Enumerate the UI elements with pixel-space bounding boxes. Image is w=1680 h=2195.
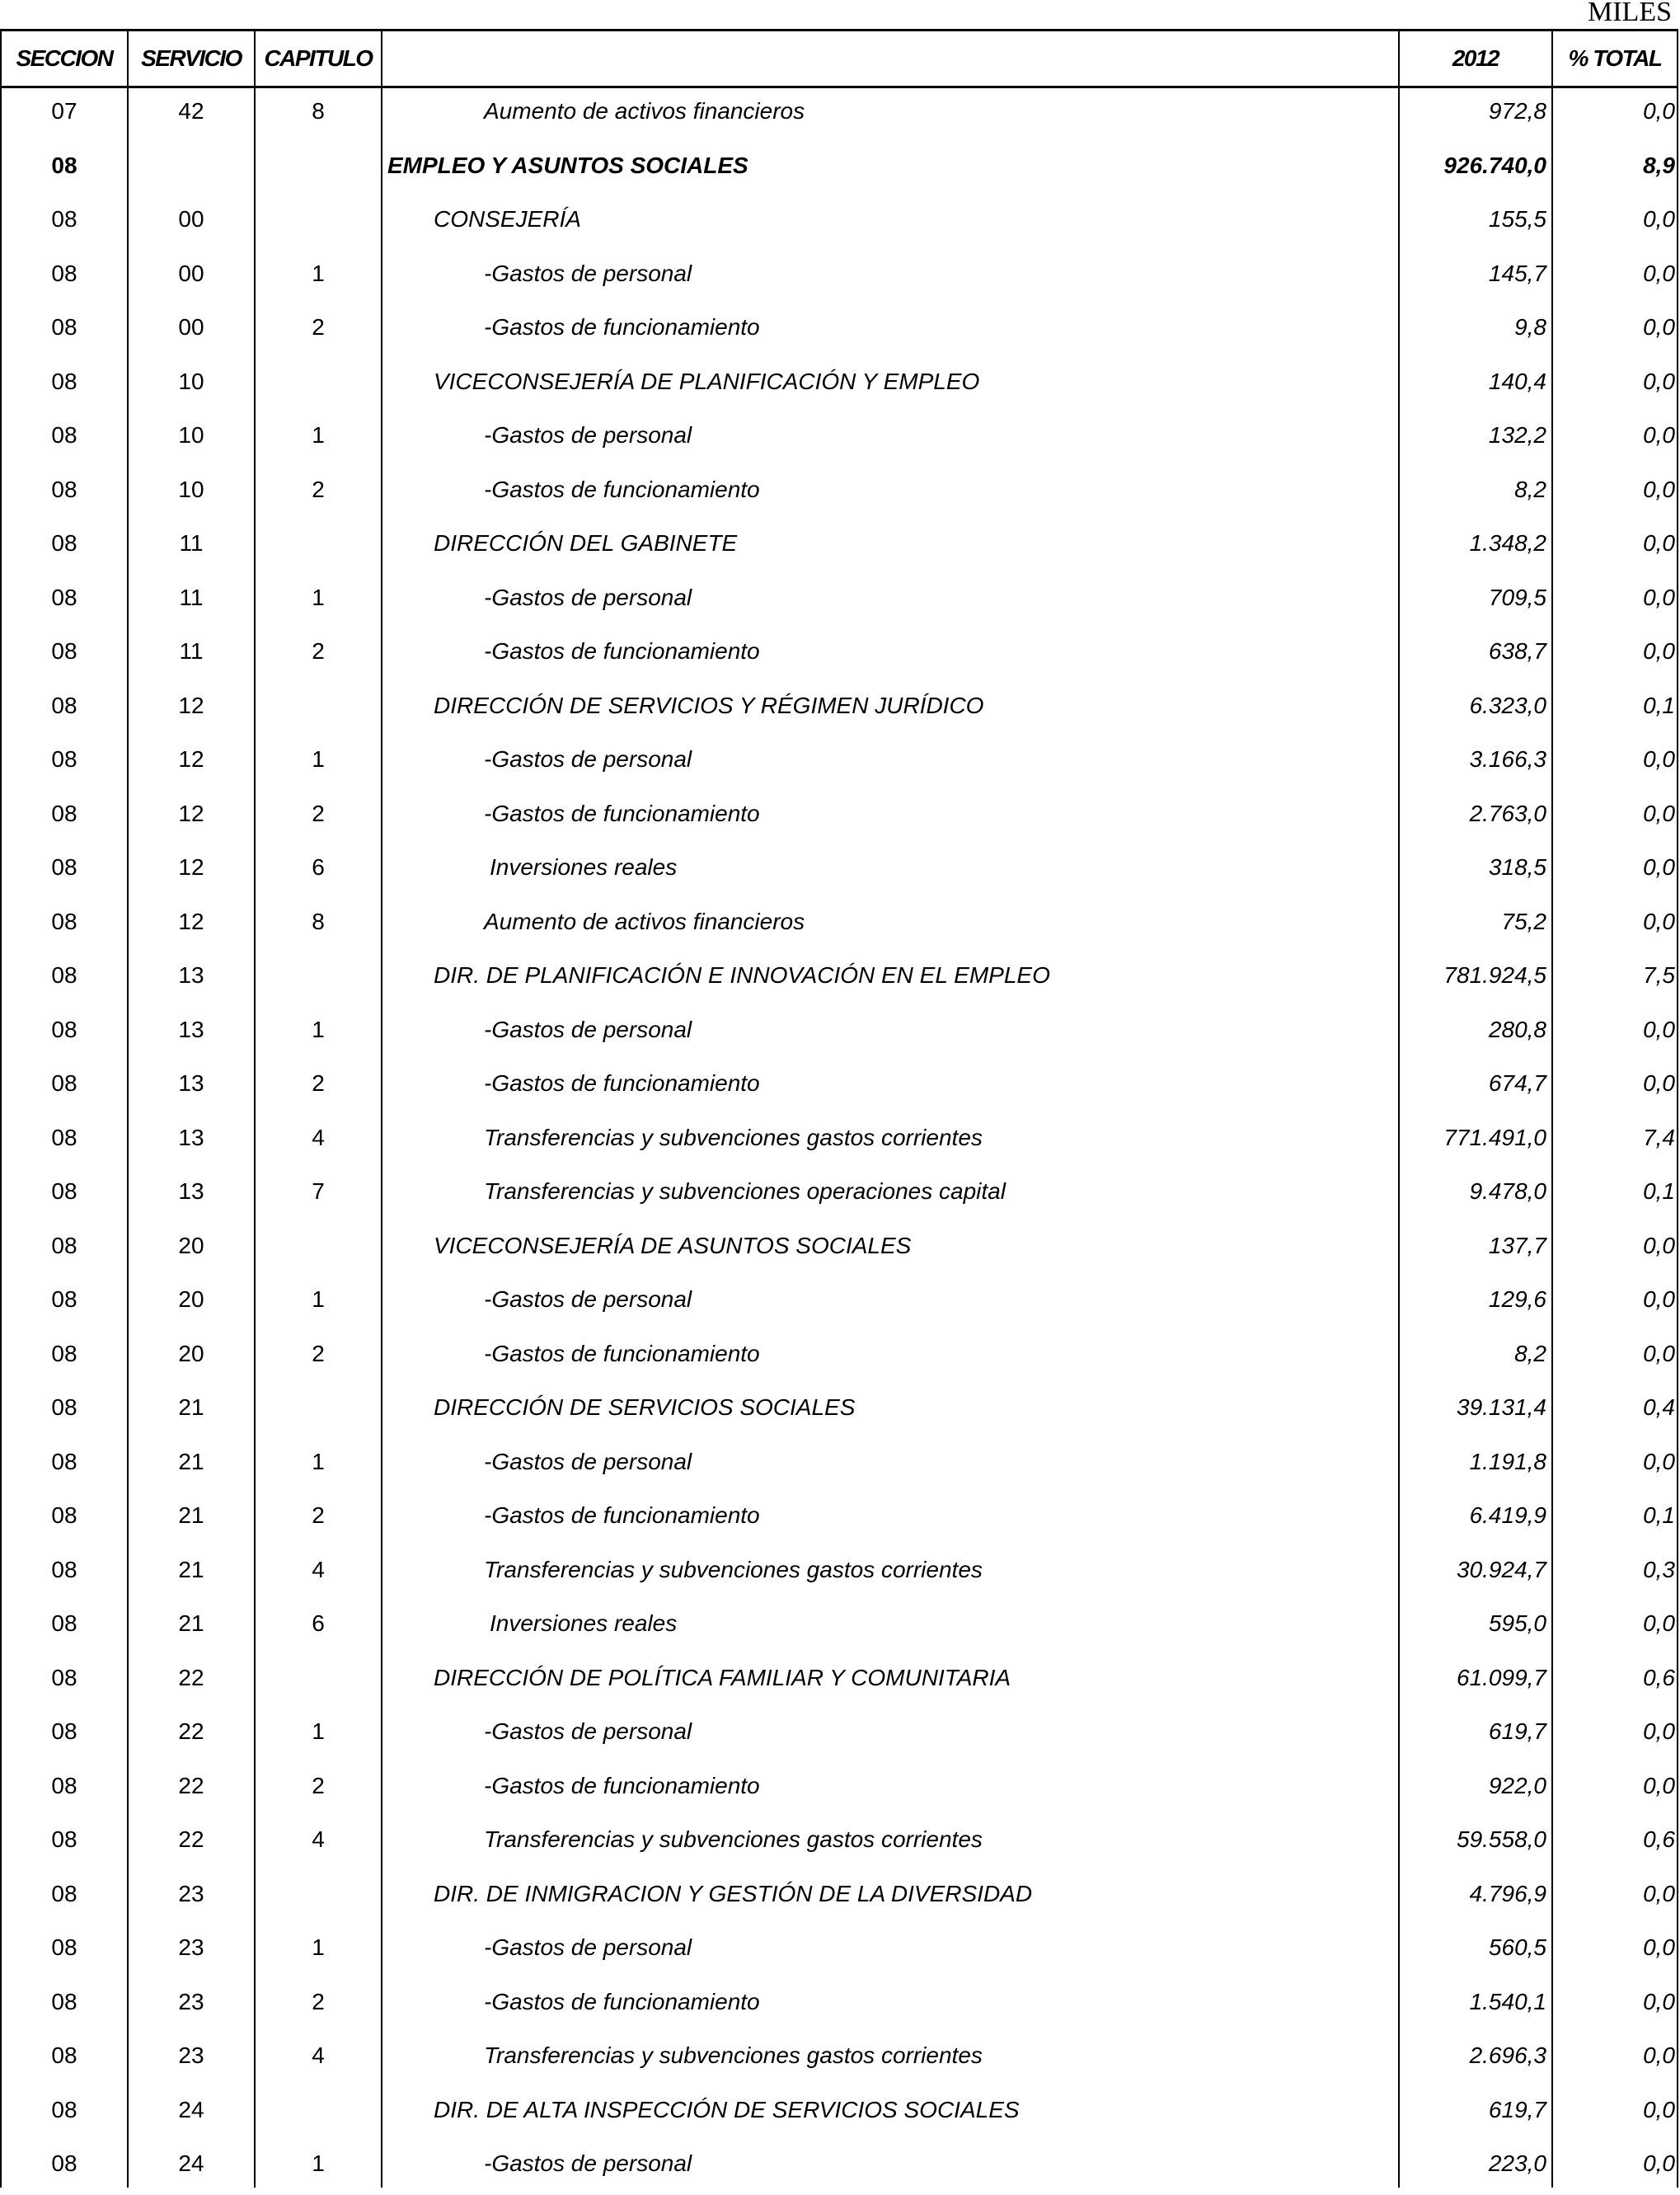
cell-pct-total: 0,0 — [1643, 1232, 1675, 1258]
cell-value-2012: 972,8 — [1488, 98, 1546, 124]
cell-servicio: 13 — [178, 1124, 204, 1150]
cell-capitulo — [256, 1223, 381, 1277]
cell-value-2012: 1.191,8 — [1469, 1448, 1546, 1474]
cell-pct-total: 0,3 — [1643, 1556, 1675, 1582]
cell-servicio: 22 — [178, 1826, 204, 1852]
cell-seccion: 08 — [51, 746, 77, 772]
cell-seccion: 08 — [51, 1934, 77, 1960]
cell-capitulo: 1 — [312, 1718, 325, 1744]
cell-servicio: 11 — [179, 584, 204, 610]
cell-description: Transferencias y subvenciones gastos corrientes — [484, 1826, 983, 1852]
cell-pct-total: 0,1 — [1643, 1178, 1675, 1204]
cell-description: EMPLEO Y ASUNTOS SOCIALES — [387, 152, 748, 178]
cell-capitulo: 1 — [312, 1448, 325, 1474]
cell-capitulo: 1 — [312, 1934, 325, 1960]
table-row — [0, 1115, 1678, 1169]
cell-description: DIRECCIÓN DE POLÍTICA FAMILIAR Y COMUNITARIA — [434, 1664, 1011, 1690]
cell-pct-total: 0,0 — [1643, 1880, 1675, 1906]
cell-servicio: 21 — [178, 1394, 204, 1420]
cell-capitulo: 1 — [312, 1286, 325, 1312]
cell-pct-total: 0,0 — [1643, 1286, 1675, 1312]
cell-pct-total: 0,6 — [1643, 1826, 1675, 1852]
cell-seccion: 08 — [51, 2042, 77, 2068]
cell-seccion: 08 — [51, 152, 77, 178]
cell-description: Inversiones reales — [490, 1610, 678, 1636]
cell-value-2012: 4.796,9 — [1469, 1880, 1546, 1906]
cell-seccion: 08 — [51, 1340, 77, 1366]
cell-description: -Gastos de personal — [484, 422, 692, 448]
cell-servicio: 12 — [178, 746, 204, 772]
table-row — [0, 412, 1678, 467]
cell-description: -Gastos de funcionamiento — [484, 1070, 760, 1096]
cell-value-2012: 30.924,7 — [1457, 1556, 1546, 1582]
cell-servicio: 12 — [178, 800, 204, 826]
cell-seccion: 08 — [51, 1502, 77, 1528]
cell-servicio: 21 — [178, 1556, 204, 1582]
table-row — [0, 1384, 1678, 1439]
cell-pct-total: 0,0 — [1643, 2150, 1675, 2176]
cell-value-2012: 9,8 — [1514, 314, 1546, 340]
table-row — [0, 143, 1678, 197]
cell-value-2012: 75,2 — [1501, 908, 1546, 934]
cell-description: VICECONSEJERÍA DE ASUNTOS SOCIALES — [434, 1232, 912, 1258]
cell-servicio: 21 — [178, 1610, 204, 1636]
table-row — [0, 520, 1678, 575]
cell-description: DIR. DE INMIGRACION Y GESTIÓN DE LA DIVERSIDAD — [434, 1880, 1033, 1906]
cell-capitulo — [256, 359, 381, 413]
table-header — [0, 31, 1678, 86]
cell-pct-total: 0,1 — [1643, 1502, 1675, 1528]
cell-pct-total: 0,0 — [1643, 854, 1675, 880]
cell-seccion: 08 — [51, 800, 77, 826]
cell-servicio: 21 — [178, 1502, 204, 1528]
table-row — [0, 1709, 1678, 1763]
cell-value-2012: 2.763,0 — [1469, 800, 1546, 826]
table-row — [0, 628, 1678, 683]
cell-description: DIR. DE PLANIFICACIÓN E INNOVACIÓN EN EL EMPLEO — [434, 962, 1050, 988]
cell-pct-total: 0,0 — [1643, 1016, 1675, 1042]
cell-description: -Gastos de personal — [484, 1718, 692, 1744]
table-row — [0, 2033, 1678, 2087]
cell-value-2012: 8,2 — [1514, 1340, 1546, 1366]
cell-capitulo: 1 — [312, 746, 325, 772]
cell-capitulo — [256, 143, 381, 197]
cell-servicio: 20 — [178, 1340, 204, 1366]
table-row — [0, 1331, 1678, 1385]
cell-pct-total: 8,9 — [1643, 152, 1675, 178]
cell-description: -Gastos de funcionamiento — [484, 1988, 760, 2014]
cell-description: Transferencias y subvenciones gastos corrientes — [484, 1556, 983, 1582]
cell-description: DIRECCIÓN DE SERVICIOS SOCIALES — [434, 1394, 856, 1420]
cell-capitulo — [256, 1384, 381, 1439]
cell-servicio: 13 — [178, 962, 204, 988]
cell-value-2012: 6.323,0 — [1469, 692, 1546, 718]
cell-servicio: 12 — [178, 854, 204, 880]
cell-capitulo: 2 — [312, 1340, 325, 1366]
cell-servicio: 22 — [178, 1664, 204, 1690]
cell-seccion: 08 — [51, 854, 77, 880]
cell-description: CONSEJERÍA — [434, 206, 581, 232]
table-row — [0, 1817, 1678, 1871]
cell-capitulo: 6 — [312, 1610, 325, 1636]
table-row — [0, 736, 1678, 791]
cell-servicio: 23 — [178, 1988, 204, 2014]
cell-capitulo — [256, 2087, 381, 2141]
cell-servicio: 11 — [179, 638, 204, 664]
cell-value-2012: 595,0 — [1488, 1610, 1546, 1636]
cell-servicio: 00 — [178, 206, 204, 232]
cell-capitulo — [256, 683, 381, 737]
cell-description: DIRECCIÓN DEL GABINETE — [434, 530, 738, 556]
table-row — [0, 683, 1678, 737]
cell-pct-total: 0,4 — [1643, 1394, 1675, 1420]
cell-capitulo: 7 — [312, 1178, 325, 1204]
table-row — [0, 1979, 1678, 2033]
cell-pct-total: 0,0 — [1643, 530, 1675, 556]
cell-value-2012: 318,5 — [1488, 854, 1546, 880]
cell-description: -Gastos de funcionamiento — [484, 476, 760, 502]
cell-value-2012: 1.348,2 — [1469, 530, 1546, 556]
cell-value-2012: 3.166,3 — [1469, 746, 1546, 772]
cell-description: Transferencias y subvenciones operaciones capital — [484, 1178, 1006, 1204]
cell-pct-total: 0,0 — [1643, 2042, 1675, 2068]
cell-seccion: 08 — [51, 1286, 77, 1312]
cell-value-2012: 2.696,3 — [1469, 2042, 1546, 2068]
cell-value-2012: 781.924,5 — [1443, 962, 1546, 988]
cell-pct-total: 0,0 — [1643, 908, 1675, 934]
cell-capitulo: 8 — [312, 98, 325, 124]
cell-capitulo — [256, 520, 381, 575]
cell-value-2012: 132,2 — [1488, 422, 1546, 448]
cell-description: -Gastos de personal — [484, 746, 692, 772]
cell-servicio: 24 — [178, 2096, 204, 2122]
cell-servicio: 13 — [178, 1178, 204, 1204]
cell-servicio: 23 — [178, 1880, 204, 1906]
cell-value-2012: 145,7 — [1488, 260, 1546, 286]
cell-seccion: 08 — [51, 584, 77, 610]
header-description — [382, 31, 1398, 86]
table-row — [0, 1547, 1678, 1601]
cell-servicio: 24 — [178, 2150, 204, 2176]
cell-servicio: 10 — [178, 476, 204, 502]
cell-pct-total: 0,0 — [1643, 98, 1675, 124]
cell-seccion: 07 — [51, 98, 77, 124]
cell-seccion: 08 — [51, 1556, 77, 1582]
cell-description: DIRECCIÓN DE SERVICIOS Y RÉGIMEN JURÍDICO — [434, 692, 984, 718]
cell-servicio: 10 — [178, 422, 204, 448]
cell-capitulo — [256, 196, 381, 251]
cell-servicio: 23 — [178, 1934, 204, 1960]
table-row — [0, 1168, 1678, 1223]
cell-capitulo: 2 — [312, 1988, 325, 2014]
cell-seccion: 08 — [51, 1448, 77, 1474]
cell-seccion: 08 — [51, 530, 77, 556]
cell-capitulo: 2 — [312, 638, 325, 664]
cell-value-2012: 137,7 — [1488, 1232, 1546, 1258]
header-pct-total: % TOTAL — [1568, 45, 1662, 71]
cell-seccion: 08 — [51, 1124, 77, 1150]
cell-capitulo — [256, 1871, 381, 1925]
cell-pct-total: 0,0 — [1643, 476, 1675, 502]
cell-pct-total: 0,0 — [1643, 1340, 1675, 1366]
cell-servicio: 42 — [178, 98, 204, 124]
cell-pct-total: 0,0 — [1643, 206, 1675, 232]
cell-servicio: 00 — [178, 260, 204, 286]
cell-servicio: 13 — [178, 1016, 204, 1042]
cell-pct-total: 0,0 — [1643, 1448, 1675, 1474]
cell-servicio: 13 — [178, 1070, 204, 1096]
table-row — [0, 1439, 1678, 1493]
header-capitulo: CAPITULO — [264, 45, 373, 71]
cell-capitulo: 2 — [312, 1502, 325, 1528]
cell-value-2012: 922,0 — [1488, 1772, 1546, 1798]
table-row — [0, 1600, 1678, 1655]
cell-description: -Gastos de personal — [484, 1448, 692, 1474]
cell-servicio: 20 — [178, 1232, 204, 1258]
cell-seccion: 08 — [51, 1718, 77, 1744]
cell-pct-total: 0,0 — [1643, 260, 1675, 286]
table-row — [0, 1060, 1678, 1115]
cell-value-2012: 926.740,0 — [1443, 152, 1546, 178]
table-row — [0, 88, 1678, 143]
table-row — [0, 2141, 1678, 2195]
cell-description: -Gastos de funcionamiento — [484, 1502, 760, 1528]
cell-pct-total: 0,0 — [1643, 1772, 1675, 1798]
cell-servicio: 00 — [178, 314, 204, 340]
cell-value-2012: 771.491,0 — [1443, 1124, 1546, 1150]
cell-seccion: 08 — [51, 692, 77, 718]
cell-description: -Gastos de personal — [484, 584, 692, 610]
header-seccion: SECCION — [16, 45, 113, 71]
table-row — [0, 2087, 1678, 2141]
unit-label: MILES — [1588, 0, 1672, 27]
cell-value-2012: 61.099,7 — [1457, 1664, 1546, 1690]
cell-servicio: 20 — [178, 1286, 204, 1312]
cell-description: -Gastos de personal — [484, 2150, 692, 2176]
cell-value-2012: 674,7 — [1488, 1070, 1546, 1096]
cell-capitulo — [256, 952, 381, 1007]
table-row — [0, 1925, 1678, 1979]
cell-seccion: 08 — [51, 1232, 77, 1258]
cell-servicio: 12 — [178, 908, 204, 934]
cell-description: Transferencias y subvenciones gastos corrientes — [484, 1124, 983, 1150]
cell-seccion: 08 — [51, 476, 77, 502]
cell-description: -Gastos de funcionamiento — [484, 1772, 760, 1798]
cell-seccion: 08 — [51, 206, 77, 232]
cell-description: VICECONSEJERÍA DE PLANIFICACIÓN Y EMPLEO — [434, 368, 980, 394]
cell-servicio: 22 — [178, 1718, 204, 1744]
cell-description: Aumento de activos financieros — [484, 908, 805, 934]
cell-servicio: 12 — [178, 692, 204, 718]
cell-value-2012: 619,7 — [1488, 1718, 1546, 1744]
table-row — [0, 1007, 1678, 1061]
table-row — [0, 1871, 1678, 1925]
cell-seccion: 08 — [51, 1070, 77, 1096]
cell-pct-total: 0,0 — [1643, 2096, 1675, 2122]
table-row — [0, 791, 1678, 845]
cell-capitulo: 4 — [312, 1556, 325, 1582]
cell-capitulo: 2 — [312, 800, 325, 826]
cell-description: -Gastos de personal — [484, 1934, 692, 1960]
cell-value-2012: 709,5 — [1488, 584, 1546, 610]
cell-seccion: 08 — [51, 260, 77, 286]
cell-servicio: 11 — [179, 530, 204, 556]
cell-servicio: 10 — [178, 368, 204, 394]
cell-capitulo: 1 — [312, 422, 325, 448]
cell-seccion: 08 — [51, 2096, 77, 2122]
cell-capitulo: 6 — [312, 854, 325, 880]
cell-capitulo: 4 — [312, 1826, 325, 1852]
cell-servicio — [129, 143, 254, 197]
cell-servicio: 23 — [178, 2042, 204, 2068]
cell-seccion: 08 — [51, 638, 77, 664]
cell-pct-total: 0,0 — [1643, 746, 1675, 772]
cell-pct-total: 0,1 — [1643, 692, 1675, 718]
table-row — [0, 196, 1678, 251]
cell-servicio: 22 — [178, 1772, 204, 1798]
cell-description: DIR. DE ALTA INSPECCIÓN DE SERVICIOS SOCIALES — [434, 2096, 1020, 2122]
table-row — [0, 899, 1678, 953]
table-row — [0, 1655, 1678, 1709]
table-row — [0, 467, 1678, 521]
table-row — [0, 1223, 1678, 1277]
cell-description: -Gastos de funcionamiento — [484, 314, 760, 340]
cell-seccion: 08 — [51, 314, 77, 340]
cell-description: -Gastos de funcionamiento — [484, 800, 760, 826]
cell-capitulo: 4 — [312, 2042, 325, 2068]
cell-pct-total: 0,0 — [1643, 800, 1675, 826]
cell-pct-total: 0,0 — [1643, 638, 1675, 664]
cell-pct-total: 7,5 — [1643, 962, 1675, 988]
cell-seccion: 08 — [51, 2150, 77, 2176]
cell-value-2012: 560,5 — [1488, 1934, 1546, 1960]
cell-seccion: 08 — [51, 1016, 77, 1042]
cell-value-2012: 140,4 — [1488, 368, 1546, 394]
cell-seccion: 08 — [51, 1826, 77, 1852]
table-row — [0, 251, 1678, 305]
cell-description: Transferencias y subvenciones gastos corrientes — [484, 2042, 983, 2068]
cell-capitulo: 4 — [312, 1124, 325, 1150]
cell-pct-total: 0,0 — [1643, 1934, 1675, 1960]
cell-value-2012: 8,2 — [1514, 476, 1546, 502]
cell-capitulo: 2 — [312, 1070, 325, 1096]
table-row — [0, 844, 1678, 899]
cell-value-2012: 6.419,9 — [1469, 1502, 1546, 1528]
cell-value-2012: 223,0 — [1488, 2150, 1546, 2176]
cell-seccion: 08 — [51, 422, 77, 448]
cell-value-2012: 155,5 — [1488, 206, 1546, 232]
cell-seccion: 08 — [51, 1772, 77, 1798]
cell-value-2012: 129,6 — [1488, 1286, 1546, 1312]
cell-description: -Gastos de funcionamiento — [484, 638, 760, 664]
cell-capitulo: 1 — [312, 260, 325, 286]
cell-capitulo: 2 — [312, 314, 325, 340]
cell-description: Aumento de activos financieros — [484, 98, 805, 124]
cell-capitulo: 2 — [312, 476, 325, 502]
cell-description: Inversiones reales — [490, 854, 678, 880]
cell-pct-total: 0,0 — [1643, 1718, 1675, 1744]
table-row — [0, 359, 1678, 413]
cell-seccion: 08 — [51, 1178, 77, 1204]
cell-capitulo: 8 — [312, 908, 325, 934]
cell-value-2012: 9.478,0 — [1469, 1178, 1546, 1204]
cell-description: -Gastos de personal — [484, 1286, 692, 1312]
cell-pct-total: 0,0 — [1643, 422, 1675, 448]
cell-seccion: 08 — [51, 1610, 77, 1636]
table-row — [0, 1763, 1678, 1817]
cell-seccion: 08 — [51, 1664, 77, 1690]
table-row — [0, 304, 1678, 359]
cell-value-2012: 619,7 — [1488, 2096, 1546, 2122]
cell-seccion: 08 — [51, 368, 77, 394]
cell-pct-total: 0,0 — [1643, 368, 1675, 394]
cell-capitulo: 1 — [312, 2150, 325, 2176]
cell-description: -Gastos de personal — [484, 260, 692, 286]
table-row — [0, 952, 1678, 1007]
cell-value-2012: 638,7 — [1488, 638, 1546, 664]
cell-description: -Gastos de personal — [484, 1016, 692, 1042]
cell-description: -Gastos de funcionamiento — [484, 1340, 760, 1366]
cell-pct-total: 7,4 — [1643, 1124, 1675, 1150]
cell-seccion: 08 — [51, 1880, 77, 1906]
cell-capitulo — [256, 1655, 381, 1709]
cell-seccion: 08 — [51, 908, 77, 934]
header-servicio: SERVICIO — [141, 45, 242, 71]
table-row — [0, 1492, 1678, 1547]
cell-seccion: 08 — [51, 1394, 77, 1420]
cell-servicio: 21 — [178, 1448, 204, 1474]
cell-value-2012: 1.540,1 — [1469, 1988, 1546, 2014]
cell-pct-total: 0,0 — [1643, 1988, 1675, 2014]
cell-capitulo: 1 — [312, 1016, 325, 1042]
cell-pct-total: 0,6 — [1643, 1664, 1675, 1690]
cell-value-2012: 280,8 — [1488, 1016, 1546, 1042]
cell-seccion: 08 — [51, 962, 77, 988]
cell-pct-total: 0,0 — [1643, 314, 1675, 340]
cell-value-2012: 59.558,0 — [1457, 1826, 1546, 1852]
table-row — [0, 575, 1678, 629]
cell-pct-total: 0,0 — [1643, 584, 1675, 610]
cell-seccion: 08 — [51, 1988, 77, 2014]
cell-capitulo: 2 — [312, 1772, 325, 1798]
header-year: 2012 — [1452, 45, 1499, 71]
table-body — [0, 88, 1678, 2195]
cell-value-2012: 39.131,4 — [1457, 1394, 1546, 1420]
cell-pct-total: 0,0 — [1643, 1610, 1675, 1636]
cell-pct-total: 0,0 — [1643, 1070, 1675, 1096]
cell-capitulo: 1 — [312, 584, 325, 610]
table-row — [0, 1276, 1678, 1331]
